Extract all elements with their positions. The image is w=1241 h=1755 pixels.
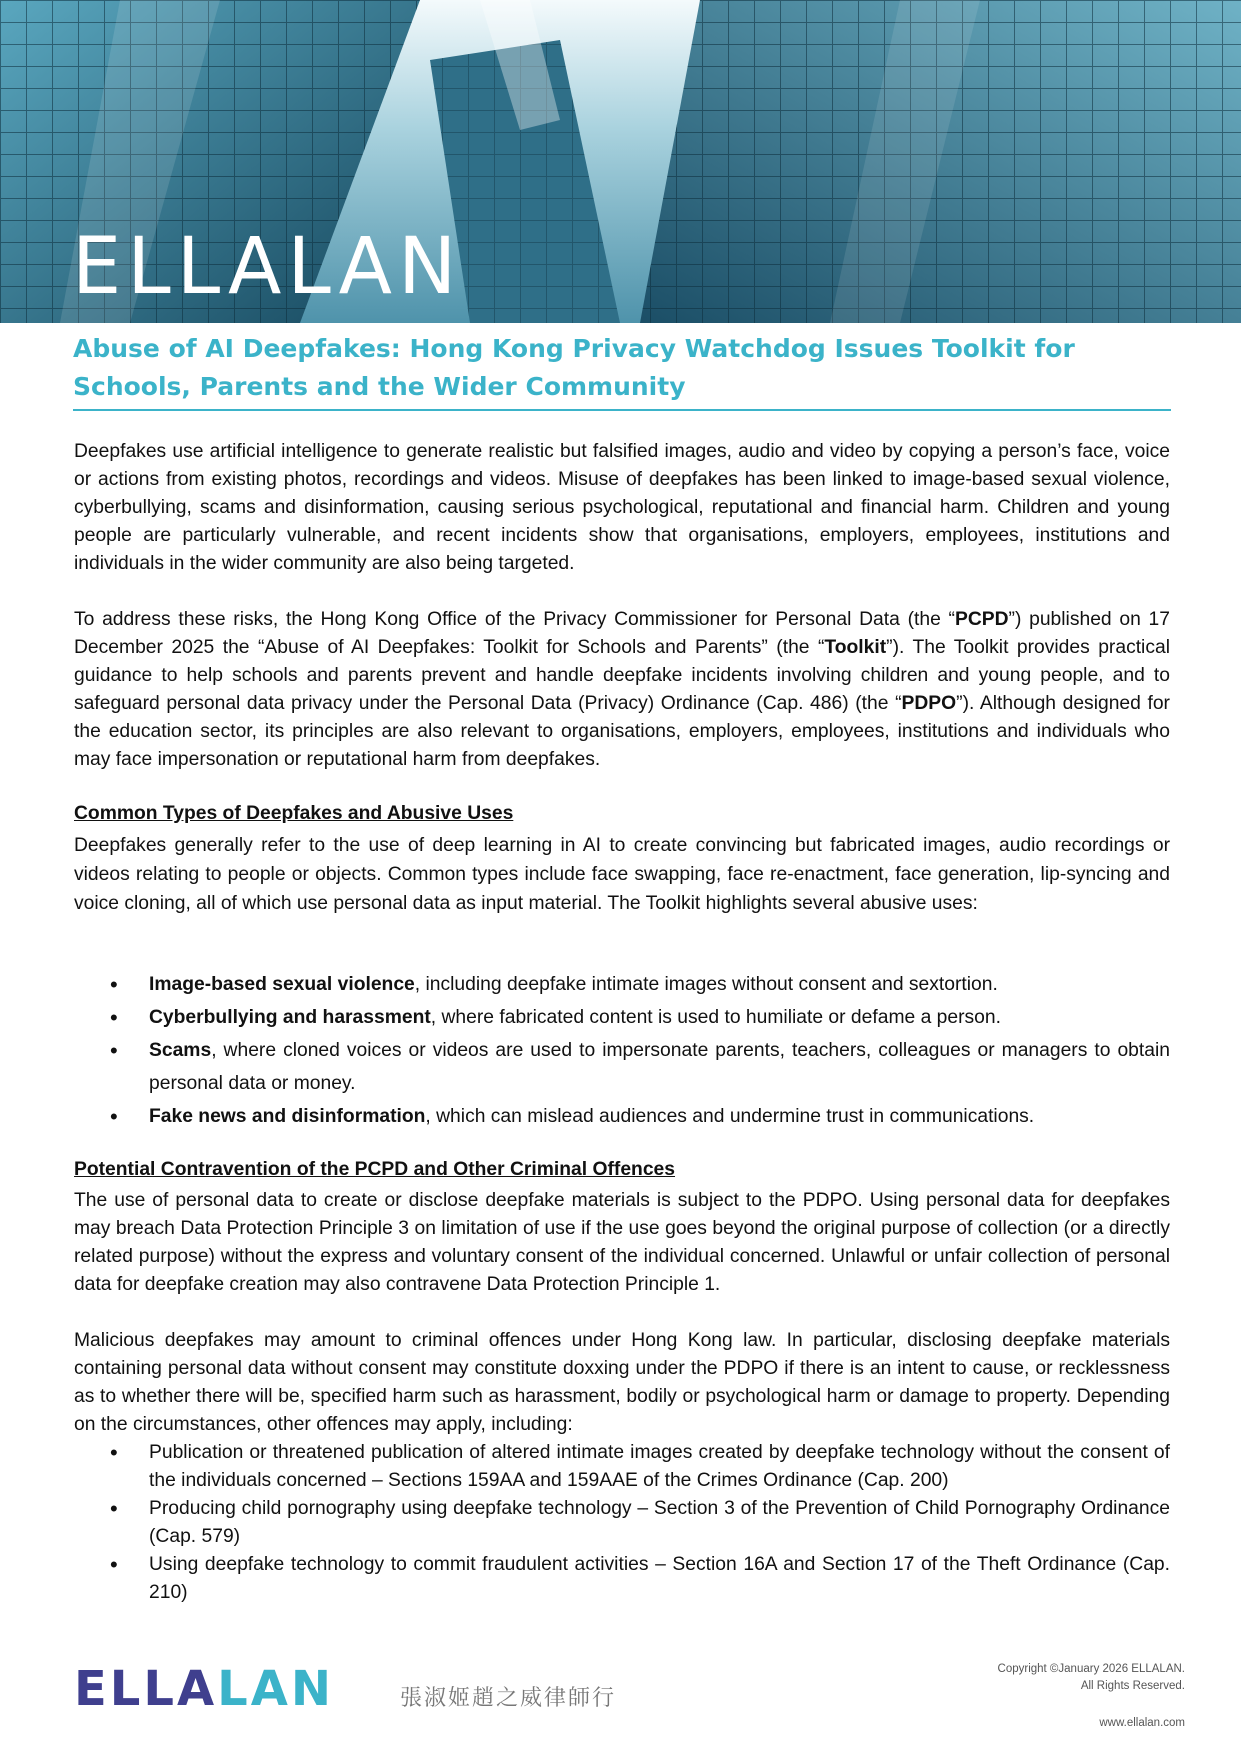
copyright-notice: Copyright ©January 2026 ELLALAN. All Rights Reserved. xyxy=(997,1663,1185,1692)
criminal-offences-list xyxy=(74,1439,1170,1607)
firm-chinese-name: 張淑姬趙之威律師行 xyxy=(400,1686,617,1711)
pdpo-term: PDPO xyxy=(901,693,957,714)
section-body-deepfake-types: Deepfakes generally refer to the use of deep learning in AI to create convincing but fabricated images, audio recordings or videos relating to people or objects. Common types include face swapping, face re-enactment, face generation, lip-syncing and voice cloning, all of which use personal data as input material. The Toolkit highlights several abusive uses: xyxy=(74,835,1170,914)
section-heading-deepfake-types: Common Types of Deepfakes and Abusive Uses xyxy=(74,803,514,824)
toolkit-term: Toolkit xyxy=(824,637,887,658)
intro-paragraph-2: To address these risks, the Hong Kong Office of the Privacy Commissioner for Personal Data (the “PCPD”) published on 17 December 2025 the “Abuse of AI Deepfakes: Toolkit for Schools and Parents” (the “Toolkit”). The Toolkit provides practical guidance to help schools and parents prevent and handle deepfake incidents involving children and young people, and to safeguard personal data privacy under the Personal Data (Privacy) Ordinance (Cap. 486) (the “PDPO”). Although designed for the education sector, its principles are also relevant to organisations, employers, employees, institutions and individuals who may face impersonation or reputational harm from deepfakes. xyxy=(74,609,1170,770)
footer-logo: ELLALAN xyxy=(74,1661,335,1717)
website-url: www.ellalan.com xyxy=(1099,1717,1185,1729)
section-heading-contravention: Potential Contravention of the PCPD and Other Criminal Offences xyxy=(74,1159,676,1180)
pcpd-term: PCPD xyxy=(954,609,1009,630)
title-divider xyxy=(73,409,1171,411)
abusive-uses-list xyxy=(74,968,1170,1133)
intro-paragraph-1: Deepfakes use artificial intelligence to generate realistic but falsified images, audio and video by copying a person’s face, voice or actions from existing photos, recordings and videos. Misuse of deepfakes has been linked to image-based sexual violence, cyberbullying, scams and disinformation, causing serious psychological, reputational and financial harm. Children and young people are particularly vulnerable, and recent incidents show that organisations, employers, employees, institutions and individuals in the wider community are also being targeted. xyxy=(74,441,1170,574)
list-item: • Fake news and disinformation, which can mislead audiences and undermine trust in communications. xyxy=(74,1100,1170,1133)
list-item: • Cyberbullying and harassment, where fabricated content is used to humiliate or defame a person. xyxy=(74,1001,1170,1034)
list-item: • Publication or threatened publication of altered intimate images created by deepfake technology without the consent of the individuals concerned – Sections 159AA and 159AAE of the Crimes Ordinance (Cap. 200) xyxy=(74,1439,1170,1495)
page-title: Abuse of AI Deepfakes: Hong Kong Privacy Watchdog Issues Toolkit for Schools, Parents and the Wider Community xyxy=(73,334,1075,401)
list-item: • Image-based sexual violence, including deepfake intimate images without consent and sextortion. xyxy=(74,968,1170,1001)
list-item: • Scams, where cloned voices or videos are used to impersonate parents, teachers, colleagues or managers to obtain personal data or money. xyxy=(74,1034,1170,1100)
section-body-contravention-2: Malicious deepfakes may amount to criminal offences under Hong Kong law. In particular, disclosing deepfake materials containing personal data without consent may constitute doxxing under the PDPO if there is an intent to cause, or recklessness as to whether there will be, specified harm such as harassment, bodily or psychological harm or damage to property. Depending on the circumstances, other offences may apply, including: xyxy=(74,1330,1170,1435)
list-item: • Producing child pornography using deepfake technology – Section 3 of the Prevention of Child Pornography Ordinance (Cap. 579) xyxy=(74,1495,1170,1551)
header-logo: ELLALAN xyxy=(72,222,463,312)
section-body-contravention-1: The use of personal data to create or disclose deepfake materials is subject to the PDPO. Using personal data for deepfakes may breach Data Protection Principle 3 on limitation of use if the use goes beyond the original purpose of collection (or a directly related purpose) without the express and voluntary consent of the individual concerned. Unlawful or unfair collection of personal data for deepfake creation may also contravene Data Protection Principle 1. xyxy=(74,1190,1170,1295)
list-item: • Using deepfake technology to commit fraudulent activities – Section 16A and Section 17 of the Theft Ordinance (Cap. 210) xyxy=(74,1551,1170,1607)
header-banner xyxy=(0,0,1241,323)
